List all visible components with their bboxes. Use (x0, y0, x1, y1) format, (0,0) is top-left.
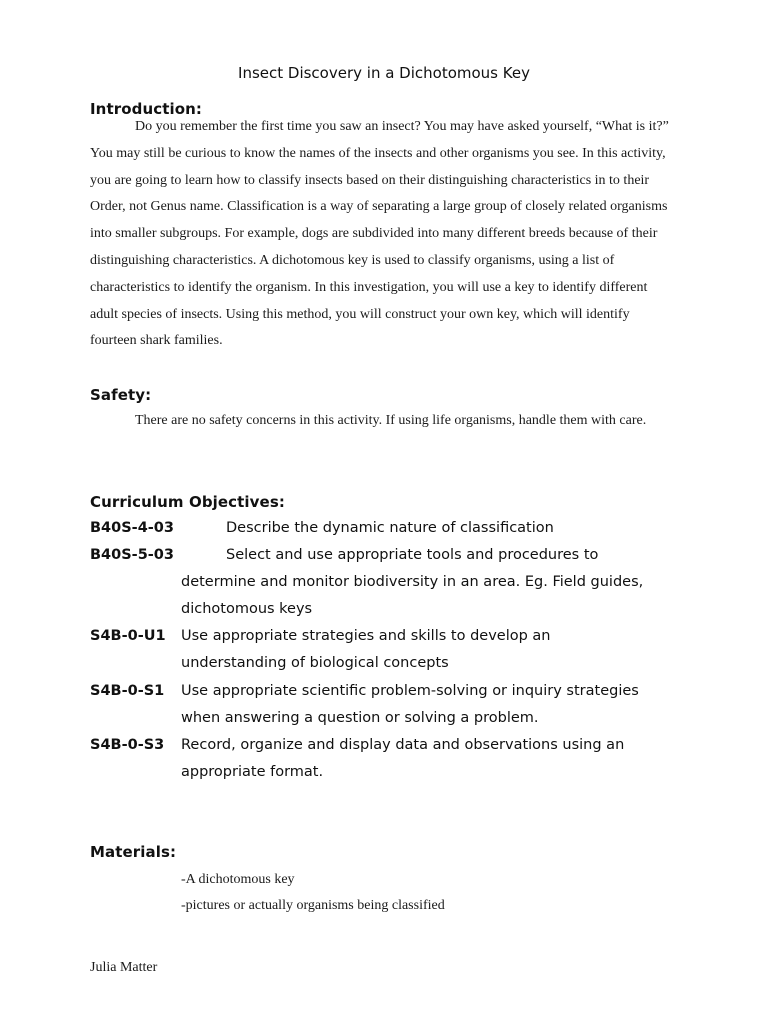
objective-text: determine and monitor biodiversity in an area. Eg. Field guides, (181, 574, 644, 590)
materials-item: -A dichotomous key (181, 872, 295, 887)
objective-code: B40S-4-03 (90, 520, 174, 536)
objective-code: B40S-5-03 (90, 547, 174, 563)
objectives-heading: Curriculum Objectives: (90, 493, 285, 511)
materials-heading: Materials: (90, 843, 177, 861)
objective-text: Use appropriate strategies and skills to develop an (181, 628, 551, 644)
objective-text: when answering a question or solving a problem. (181, 710, 539, 726)
safety-paragraph (90, 408, 670, 435)
objective-code: S4B-0-S3 (90, 737, 165, 753)
document-title: Insect Discovery in a Dichotomous Key (238, 64, 530, 82)
objective-text: understanding of biological concepts (181, 655, 449, 671)
objective-text: Select and use appropriate tools and procedures to (226, 547, 599, 563)
objective-text: dichotomous keys (181, 601, 313, 617)
objective-text: Use appropriate scientific problem-solving or inquiry strategies (181, 683, 639, 699)
footer-author: Julia Matter (90, 960, 158, 975)
safety-heading: Safety: (90, 386, 152, 404)
objective-text: Describe the dynamic nature of classification (226, 520, 554, 536)
objective-text: appropriate format. (181, 764, 324, 780)
introduction-paragraph (90, 114, 670, 355)
objective-code: S4B-0-S1 (90, 683, 165, 699)
objective-code: S4B-0-U1 (90, 628, 166, 644)
safety-text: There are no safety concerns in this activity. If using life organisms, handle them with care. (135, 413, 647, 428)
introduction-text: Do you remember the first time you saw an insect? You may have asked yourself, “What is it?” You may still be curious to know the names of the insects and other organisms you see. In this activity, you are going to learn how to classify insects based on their distinguishing characteristics in to their Order, not Genus name. Classification is a way of separating a large group of closely related organisms into smaller subgroups. For example, dogs are subdivided into many different breeds because of their distinguishing characteristics. A dichotomous key is used to classify organisms, using a list of characteristics to identify the organism. In this investigation, you will use a key to identify different adult species of insects. Using this method, you will construct your own key, which will identify fourteen shark families. (90, 119, 669, 349)
materials-item: -pictures or actually organisms being classified (181, 898, 445, 913)
objective-text: Record, organize and display data and observations using an (181, 737, 625, 753)
introduction-heading: Introduction: (90, 100, 203, 118)
